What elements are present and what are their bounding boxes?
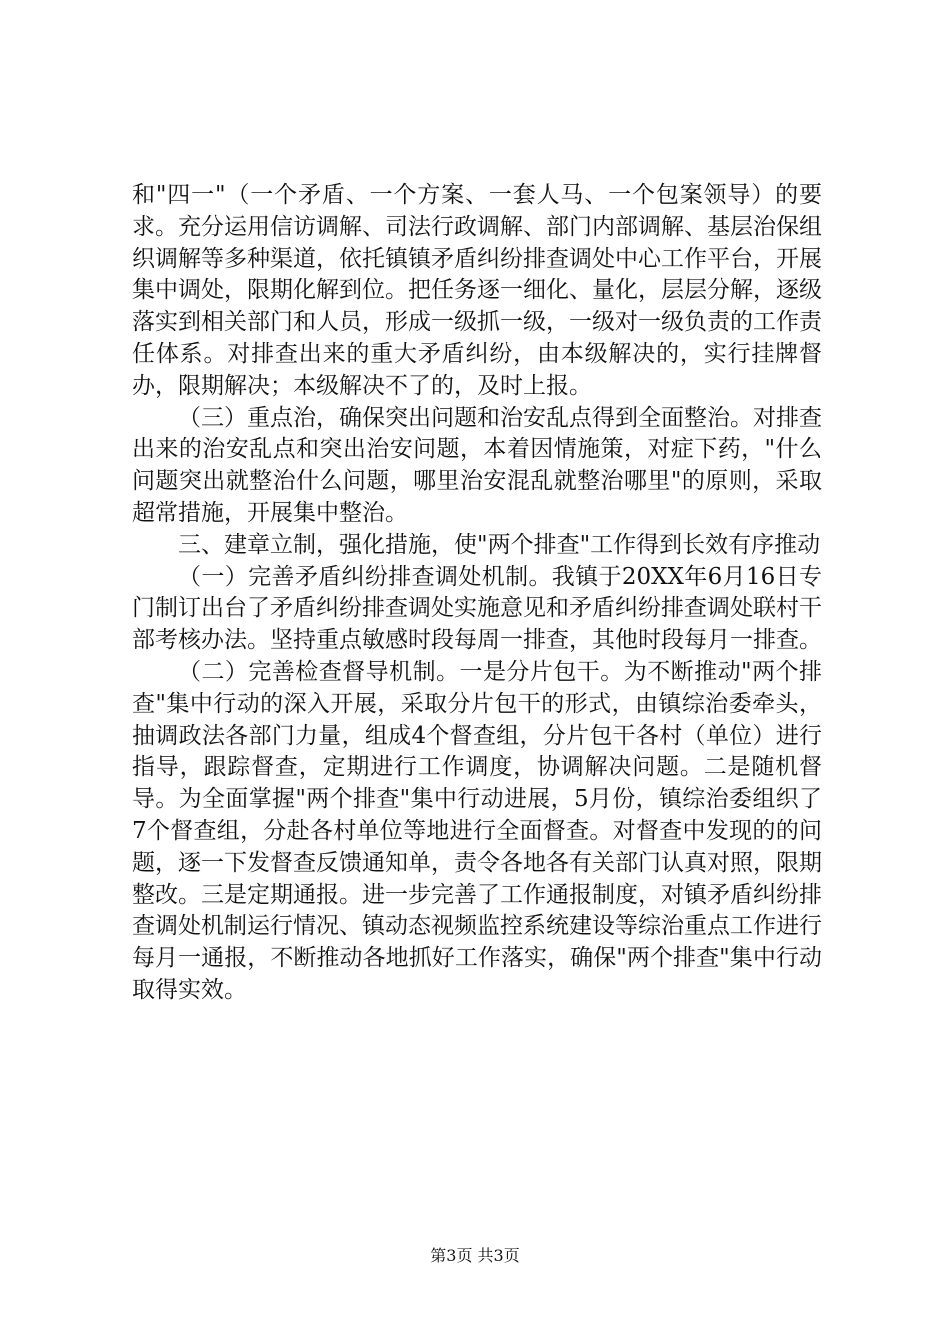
document-body [132, 180, 822, 1007]
paragraph-key-rectification: （三）重点治，确保突出问题和治安乱点得到全面整治。对排查出来的治安乱点和突出治安问题，本着因情施策，对症下药，"什么问题突出就整治什么问题，哪里治安混乱就整治哪里"的原则，采取超常措施，开展集中整治。 [132, 404, 822, 526]
paragraph-inspection-mechanism: （二）完善检查督导机制。一是分片包干。为不断推动"两个排查"集中行动的深入开展，采取分片包干的形式，由镇综治委牵头，抽调政法各部门力量，组成4个督查组，分片包干各村（单位）进行指导，跟踪督查，定期进行工作调度，协调解决问题。二是随机督导。为全面掌握"两个排查"集中行动进展，5月份，镇综治委组织了7个督查组，分赴各村单位等地进行全面督查。对督查中发现的的问题，逐一下发督查反馈通知单，责令各地各有关部门认真对照，限期整改。三是定期通报。进一步完善了工作通报制度，对镇矛盾纠纷排查调处机制运行情况、镇动态视频监控系统建设等综治重点工作进行每月一通报，不断推动各地抓好工作落实，确保"两个排查"集中行动取得实效。 [132, 658, 822, 1003]
paragraph-dispute-mechanism: （一）完善矛盾纠纷排查调处机制。我镇于20XX年6月16日专门制订出台了矛盾纠纷排查调处实施意见和矛盾纠纷排查调处联村干部考核办法。坚持重点敏感时段每周一排查，其他时段每月一排查。 [132, 563, 822, 654]
page-footer: 第3页 共3页 [430, 1246, 520, 1265]
paragraph-continuation: 和"四一"（一个矛盾、一个方案、一套人马、一个包案领导）的要求。充分运用信访调解、司法行政调解、部门内部调解、基层治保组织调解等多种渠道，依托镇镇矛盾纠纷排查调处中心工作平台，开展集中调处，限期化解到位。把任务逐一细化、量化，层层分解，逐级落实到相关部门和人员，形成一级抓一级，一级对一级负责的工作责任体系。对排查出来的重大矛盾纠纷，由本级解决的，实行挂牌督办，限期解决；本级解决不了的，及时上报。 [132, 182, 822, 399]
section-heading-three: 三、建章立制，强化措施，使"两个排查"工作得到长效有序推动 [178, 531, 821, 558]
